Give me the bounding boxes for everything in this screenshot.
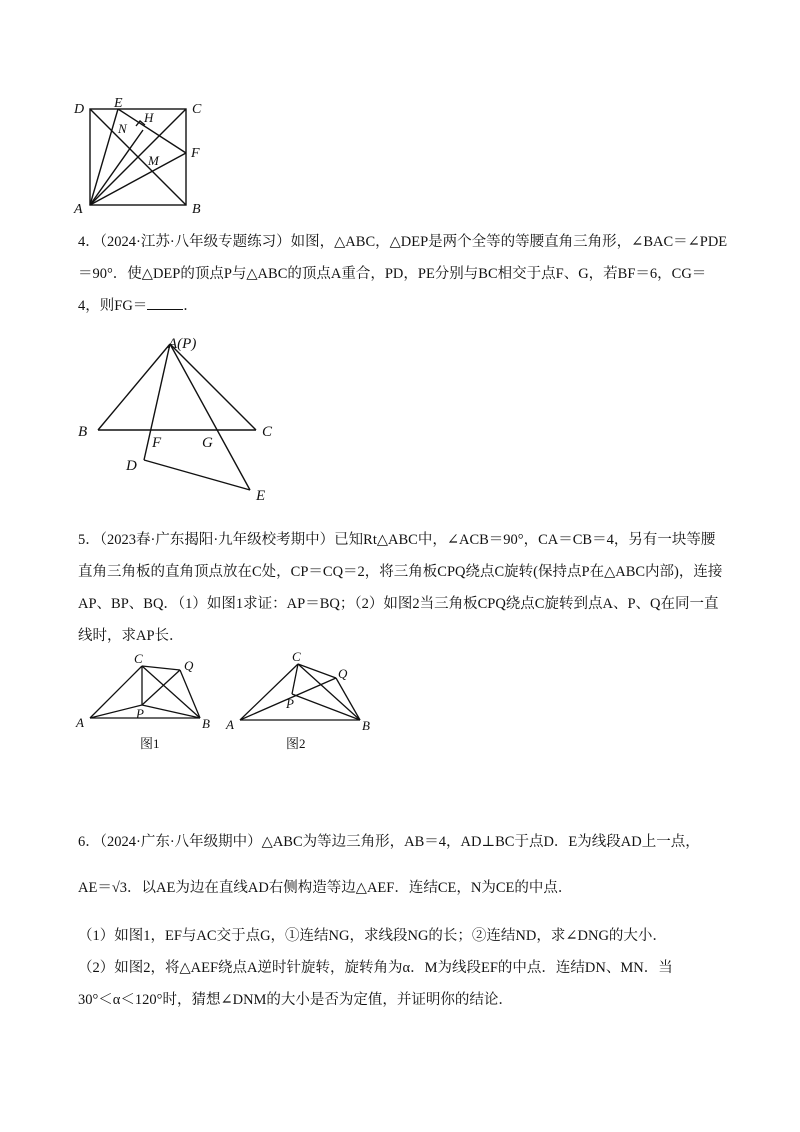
problem-4-text [78, 226, 728, 322]
problem-6-part-2 [78, 956, 673, 977]
answer-blank[interactable] [147, 295, 183, 310]
problem-5-source: （2023春·广东揭阳·九年级校考期中） [99, 532, 335, 548]
problem-4-end: ． [183, 298, 198, 314]
label-B: B [202, 716, 210, 731]
label-A: A [226, 717, 234, 732]
problem-6-question-2-cont: 30°＜α＜120°时，猜想∠DNM的大小是否为定值，并证明你的结论． [78, 992, 513, 1008]
label-D: D [126, 458, 137, 474]
label-H: H [144, 110, 154, 125]
label-F: F [152, 435, 162, 451]
problem-6-part-1 [78, 924, 667, 945]
square-figure [70, 95, 210, 220]
label-N: N [118, 121, 127, 136]
label-A: A [74, 202, 83, 217]
problem-6-question-2: （2）如图2，将△AEF绕点A逆时针旋转，旋转角为α．M为线段EF的中点．连结DN、MN．当 [78, 960, 673, 976]
label-C: C [292, 650, 301, 664]
label-Q: Q [184, 658, 194, 673]
label-B: B [78, 424, 88, 440]
label-C: C [192, 102, 202, 117]
label-P: P [286, 696, 294, 711]
label-E: E [114, 96, 123, 111]
label-M: M [148, 153, 159, 168]
label-P: P [136, 706, 144, 721]
cpq-figure-1 [70, 650, 220, 760]
label-D: D [74, 102, 85, 117]
figure-2-caption: 图2 [286, 736, 306, 751]
problem-6-part-3 [78, 988, 513, 1009]
problem-5-body: 已知Rt△ABC中，∠ACB＝90°，CA＝CB＝4，另有一块等腰直角三角板的直角顶点放在C处，CP＝CQ＝2，将三角板CPQ绕点C旋转(保持点P在△ABC内部)，连接AP、BP、BQ．（1）如图1求证：AP＝BQ；（2）如图2当三角板CPQ绕点C旋转到点A、P、Q在同一直线时，求AP长． [78, 532, 723, 644]
label-C: C [134, 651, 143, 666]
triangles-figure [70, 330, 290, 505]
label-AP: A(P) [168, 336, 197, 352]
problem-6-number: 6． [78, 834, 100, 850]
label-A: A [76, 715, 84, 730]
cpq-figure-2 [222, 650, 382, 760]
label-G: G [202, 435, 213, 451]
problem-6-line-2 [78, 876, 572, 897]
problem-5-number: 5． [78, 532, 100, 548]
problem-6-statement-1: △ABC为等边三角形，AB＝4，AD⊥BC于点D．E为线段AD上一点， [261, 834, 700, 850]
problem-6-source: （2024·广东·八年级期中） [99, 834, 262, 850]
problem-4-body: 如图，△ABC，△DEP是两个全等的等腰直角三角形，∠BAC＝∠PDE＝90°．使△DEP的顶点P与△ABC的顶点A重合，PD，PE分别与BC相交于点F、G，若BF＝6，CG＝4，则FG＝ [78, 234, 728, 314]
problem-6-question-1: （1）如图1，EF与AC交于点G，①连结NG，求线段NG的长；②连结ND，求∠DNG的大小． [78, 928, 667, 944]
problem-5-text [78, 524, 728, 652]
label-F: F [191, 146, 200, 161]
label-C: C [262, 424, 273, 440]
label-B: B [362, 718, 370, 733]
label-E: E [256, 488, 266, 504]
problem-6-line-1 [78, 830, 700, 851]
problem-4-number: 4． [78, 234, 100, 250]
label-B: B [192, 202, 201, 217]
figure-1-caption: 图1 [140, 736, 160, 751]
problem-4-source: （2024·江苏·八年级专题练习） [99, 234, 291, 250]
problem-6-statement-2: AE＝√3．以AE为边在直线AD右侧构造等边△AEF．连结CE，N为CE的中点． [78, 880, 573, 896]
label-Q: Q [338, 666, 348, 681]
